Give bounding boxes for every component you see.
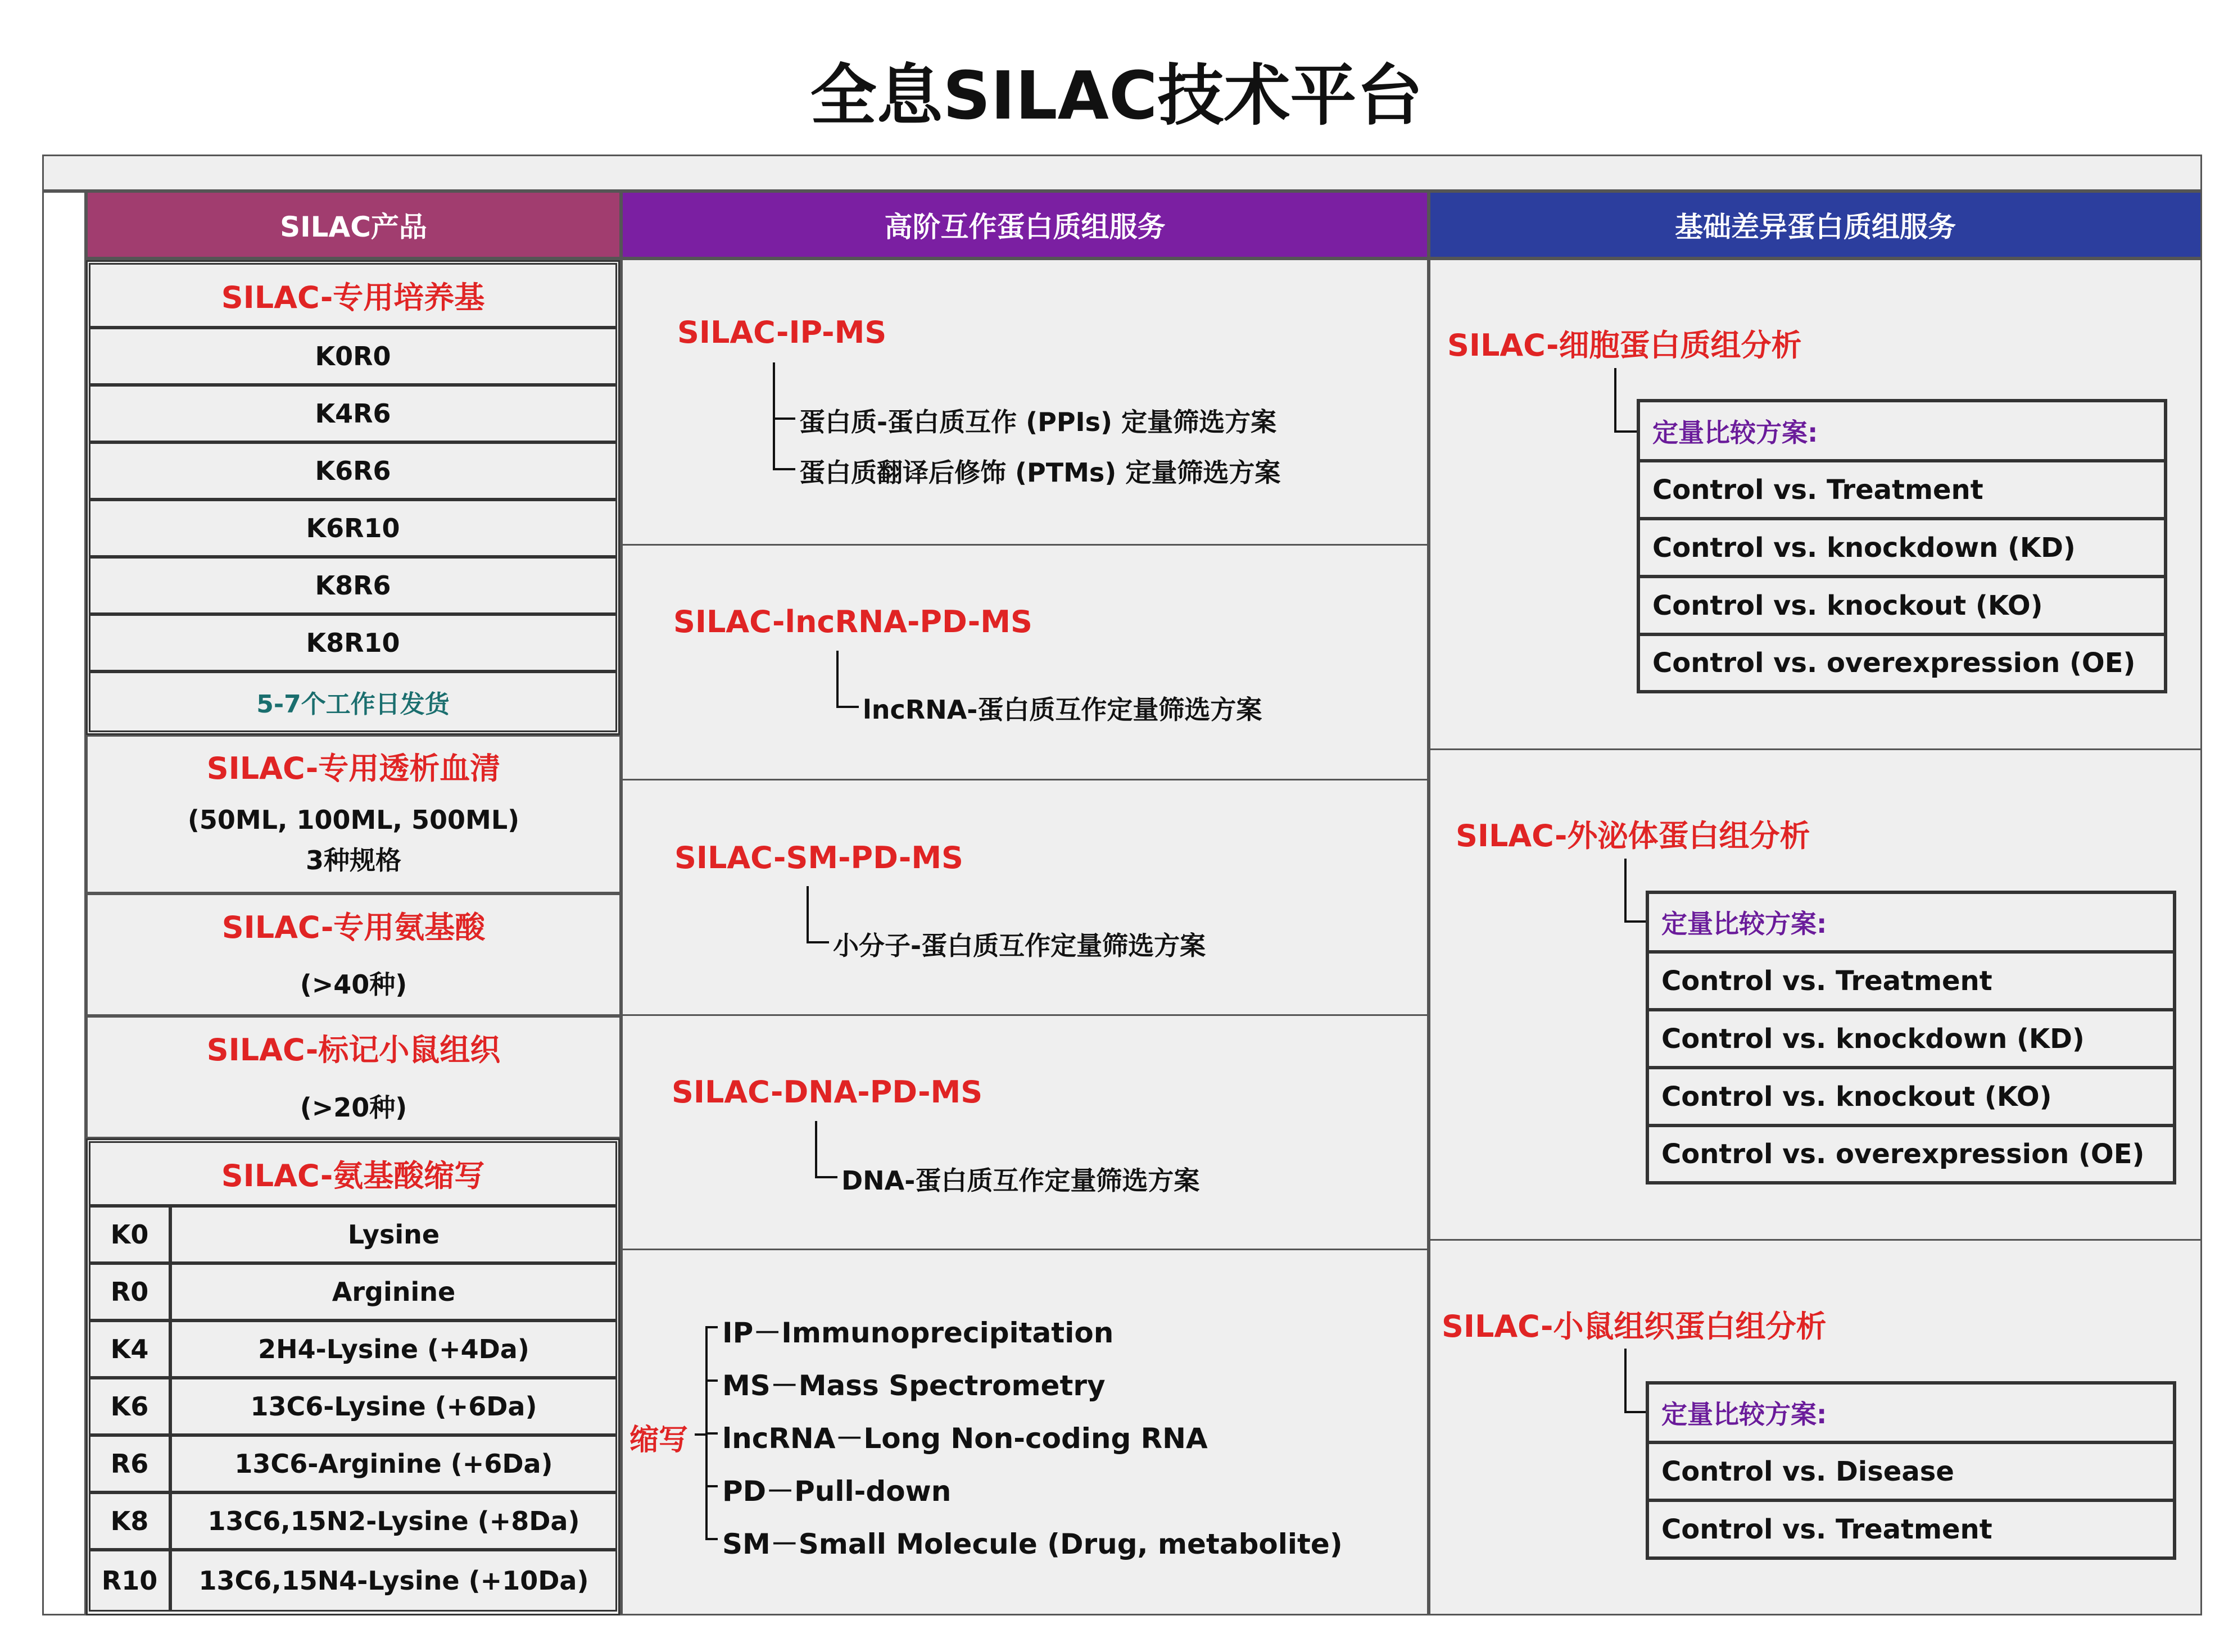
abbr-name: 13C6,15N4-Lysine (+10Da) [170, 1550, 617, 1612]
ipms-title: SILAC-IP-MS [677, 315, 887, 350]
connector-line [815, 1121, 817, 1178]
connector-line [807, 886, 809, 943]
bracket-line [705, 1538, 718, 1540]
cell-proteome-title: SILAC-细胞蛋白质组分析 [1447, 328, 1802, 363]
connector-line [807, 941, 829, 943]
medium-item: K8R6 [89, 557, 617, 614]
amino-title: SILAC-专用氨基酸 [221, 910, 486, 945]
lncrna-title: SILAC-lncRNA-PD-MS [673, 604, 1032, 639]
abbr-table-title: SILAC-氨基酸缩写 [89, 1141, 617, 1206]
medium-item: K8R10 [89, 614, 617, 671]
abbr-label: 缩写 [629, 1423, 689, 1457]
abbr-name: 13C6,15N2-Lysine (+8Da) [170, 1492, 617, 1550]
serum-title: SILAC-专用透析血清 [206, 751, 501, 786]
connector-line [1624, 920, 1647, 923]
abbr-code: K0 [89, 1206, 170, 1263]
abbr-code: K6 [89, 1378, 170, 1435]
ipms-item: 蛋白质翻译后修饰 (PTMs) 定量筛选方案 [799, 457, 1281, 488]
abbr-item: MS－Mass Spectrometry [722, 1369, 1106, 1402]
medium-item: K6R6 [89, 442, 617, 500]
abbr-name: 2H4-Lysine (+4Da) [170, 1320, 617, 1378]
dna-title: SILAC-DNA-PD-MS [672, 1074, 983, 1110]
left-margin-column [42, 191, 86, 1615]
cell-compare-heading: 定量比较方案: [1638, 401, 2166, 461]
mouse-proteome-title: SILAC-小鼠组织蛋白组分析 [1442, 1309, 1827, 1344]
abbr-code: K4 [89, 1320, 170, 1378]
sm-item: 小分子-蛋白质互作定量筛选方案 [833, 931, 1206, 961]
medium-item: K4R6 [89, 385, 617, 442]
divider [1429, 748, 2202, 750]
connector-line [1624, 1411, 1647, 1413]
sm-title: SILAC-SM-PD-MS [674, 840, 963, 875]
bracket-line [705, 1326, 718, 1328]
abbr-item: lncRNA－Long Non-coding RNA [722, 1422, 1208, 1455]
connector-line [1624, 1349, 1627, 1413]
divider [621, 544, 1429, 546]
dna-item: DNA-蛋白质互作定量筛选方案 [841, 1165, 1200, 1196]
connector-line [1614, 430, 1638, 433]
mouse-compare-item: Control vs. Treatment [1647, 1500, 2175, 1558]
connector-line [836, 706, 859, 708]
divider [621, 1249, 1429, 1250]
abbr-item: PD－Pull-down [722, 1475, 952, 1508]
exosome-compare-item: Control vs. knockout (KO) [1647, 1068, 2175, 1125]
page-title: 全息SILAC技术平台 [810, 57, 1423, 134]
divider [1429, 1239, 2202, 1241]
abbr-code: R10 [89, 1550, 170, 1612]
connector-line [773, 468, 795, 470]
header-interaction: 高阶互作蛋白质组服务 [621, 191, 1429, 258]
abbr-name: 13C6-Arginine (+6Da) [170, 1435, 617, 1492]
header-differential: 基础差异蛋白质组服务 [1429, 191, 2202, 258]
abbr-item: SM－Small Molecule (Drug, metabolite) [722, 1528, 1343, 1560]
bracket-line [705, 1432, 718, 1435]
abbr-name: Lysine [170, 1206, 617, 1263]
header-products: SILAC产品 [86, 191, 621, 258]
abbr-code: R6 [89, 1435, 170, 1492]
exosome-title: SILAC-外泌体蛋白组分析 [1456, 818, 1810, 854]
amino-note: (>40种) [300, 969, 407, 1000]
ipms-item: 蛋白质-蛋白质互作 (PPIs) 定量筛选方案 [799, 407, 1277, 437]
exosome-compare-heading: 定量比较方案: [1647, 892, 2175, 952]
connector-line [773, 362, 775, 469]
cell-compare-item: Control vs. knockdown (KD) [1638, 519, 2166, 577]
medium-delivery: 5-7个工作日发货 [89, 671, 617, 732]
serum-spec-count: 3种规格 [305, 845, 401, 875]
cell-compare-item: Control vs. Treatment [1638, 461, 2166, 519]
abbr-code: K8 [89, 1492, 170, 1550]
bracket-line [705, 1485, 718, 1487]
abbr-name: Arginine [170, 1263, 617, 1320]
medium-item: K0R0 [89, 328, 617, 385]
top-band [42, 155, 2202, 191]
medium-item: K6R10 [89, 500, 617, 557]
exosome-compare-item: Control vs. knockdown (KD) [1647, 1010, 2175, 1068]
connector-line [836, 651, 839, 708]
lncrna-item: lncRNA-蛋白质互作定量筛选方案 [863, 695, 1262, 725]
exosome-compare-item: Control vs. Treatment [1647, 952, 2175, 1010]
medium-title: SILAC-专用培养基 [89, 263, 617, 328]
exosome-compare-item: Control vs. overexpression (OE) [1647, 1125, 2175, 1183]
cell-compare-item: Control vs. overexpression (OE) [1638, 634, 2166, 692]
divider [621, 779, 1429, 780]
abbr-name: 13C6-Lysine (+6Da) [170, 1378, 617, 1435]
abbr-item: IP－Immunoprecipitation [722, 1317, 1114, 1349]
mouse-compare-item: Control vs. Disease [1647, 1442, 2175, 1500]
connector-line [1614, 368, 1616, 433]
cell-compare-item: Control vs. knockout (KO) [1638, 577, 2166, 634]
divider [621, 1014, 1429, 1016]
serum-sizes: (50ML, 100ML, 500ML) [187, 805, 520, 835]
mouse-tissue-title: SILAC-标记小鼠组织 [206, 1032, 501, 1068]
connector-line [773, 417, 795, 420]
mouse-compare-heading: 定量比较方案: [1647, 1383, 2175, 1442]
mouse-tissue-note: (>20种) [300, 1092, 407, 1123]
connector-line [1624, 859, 1627, 923]
bracket-line [705, 1379, 718, 1382]
connector-line [815, 1176, 837, 1178]
abbr-code: R0 [89, 1263, 170, 1320]
